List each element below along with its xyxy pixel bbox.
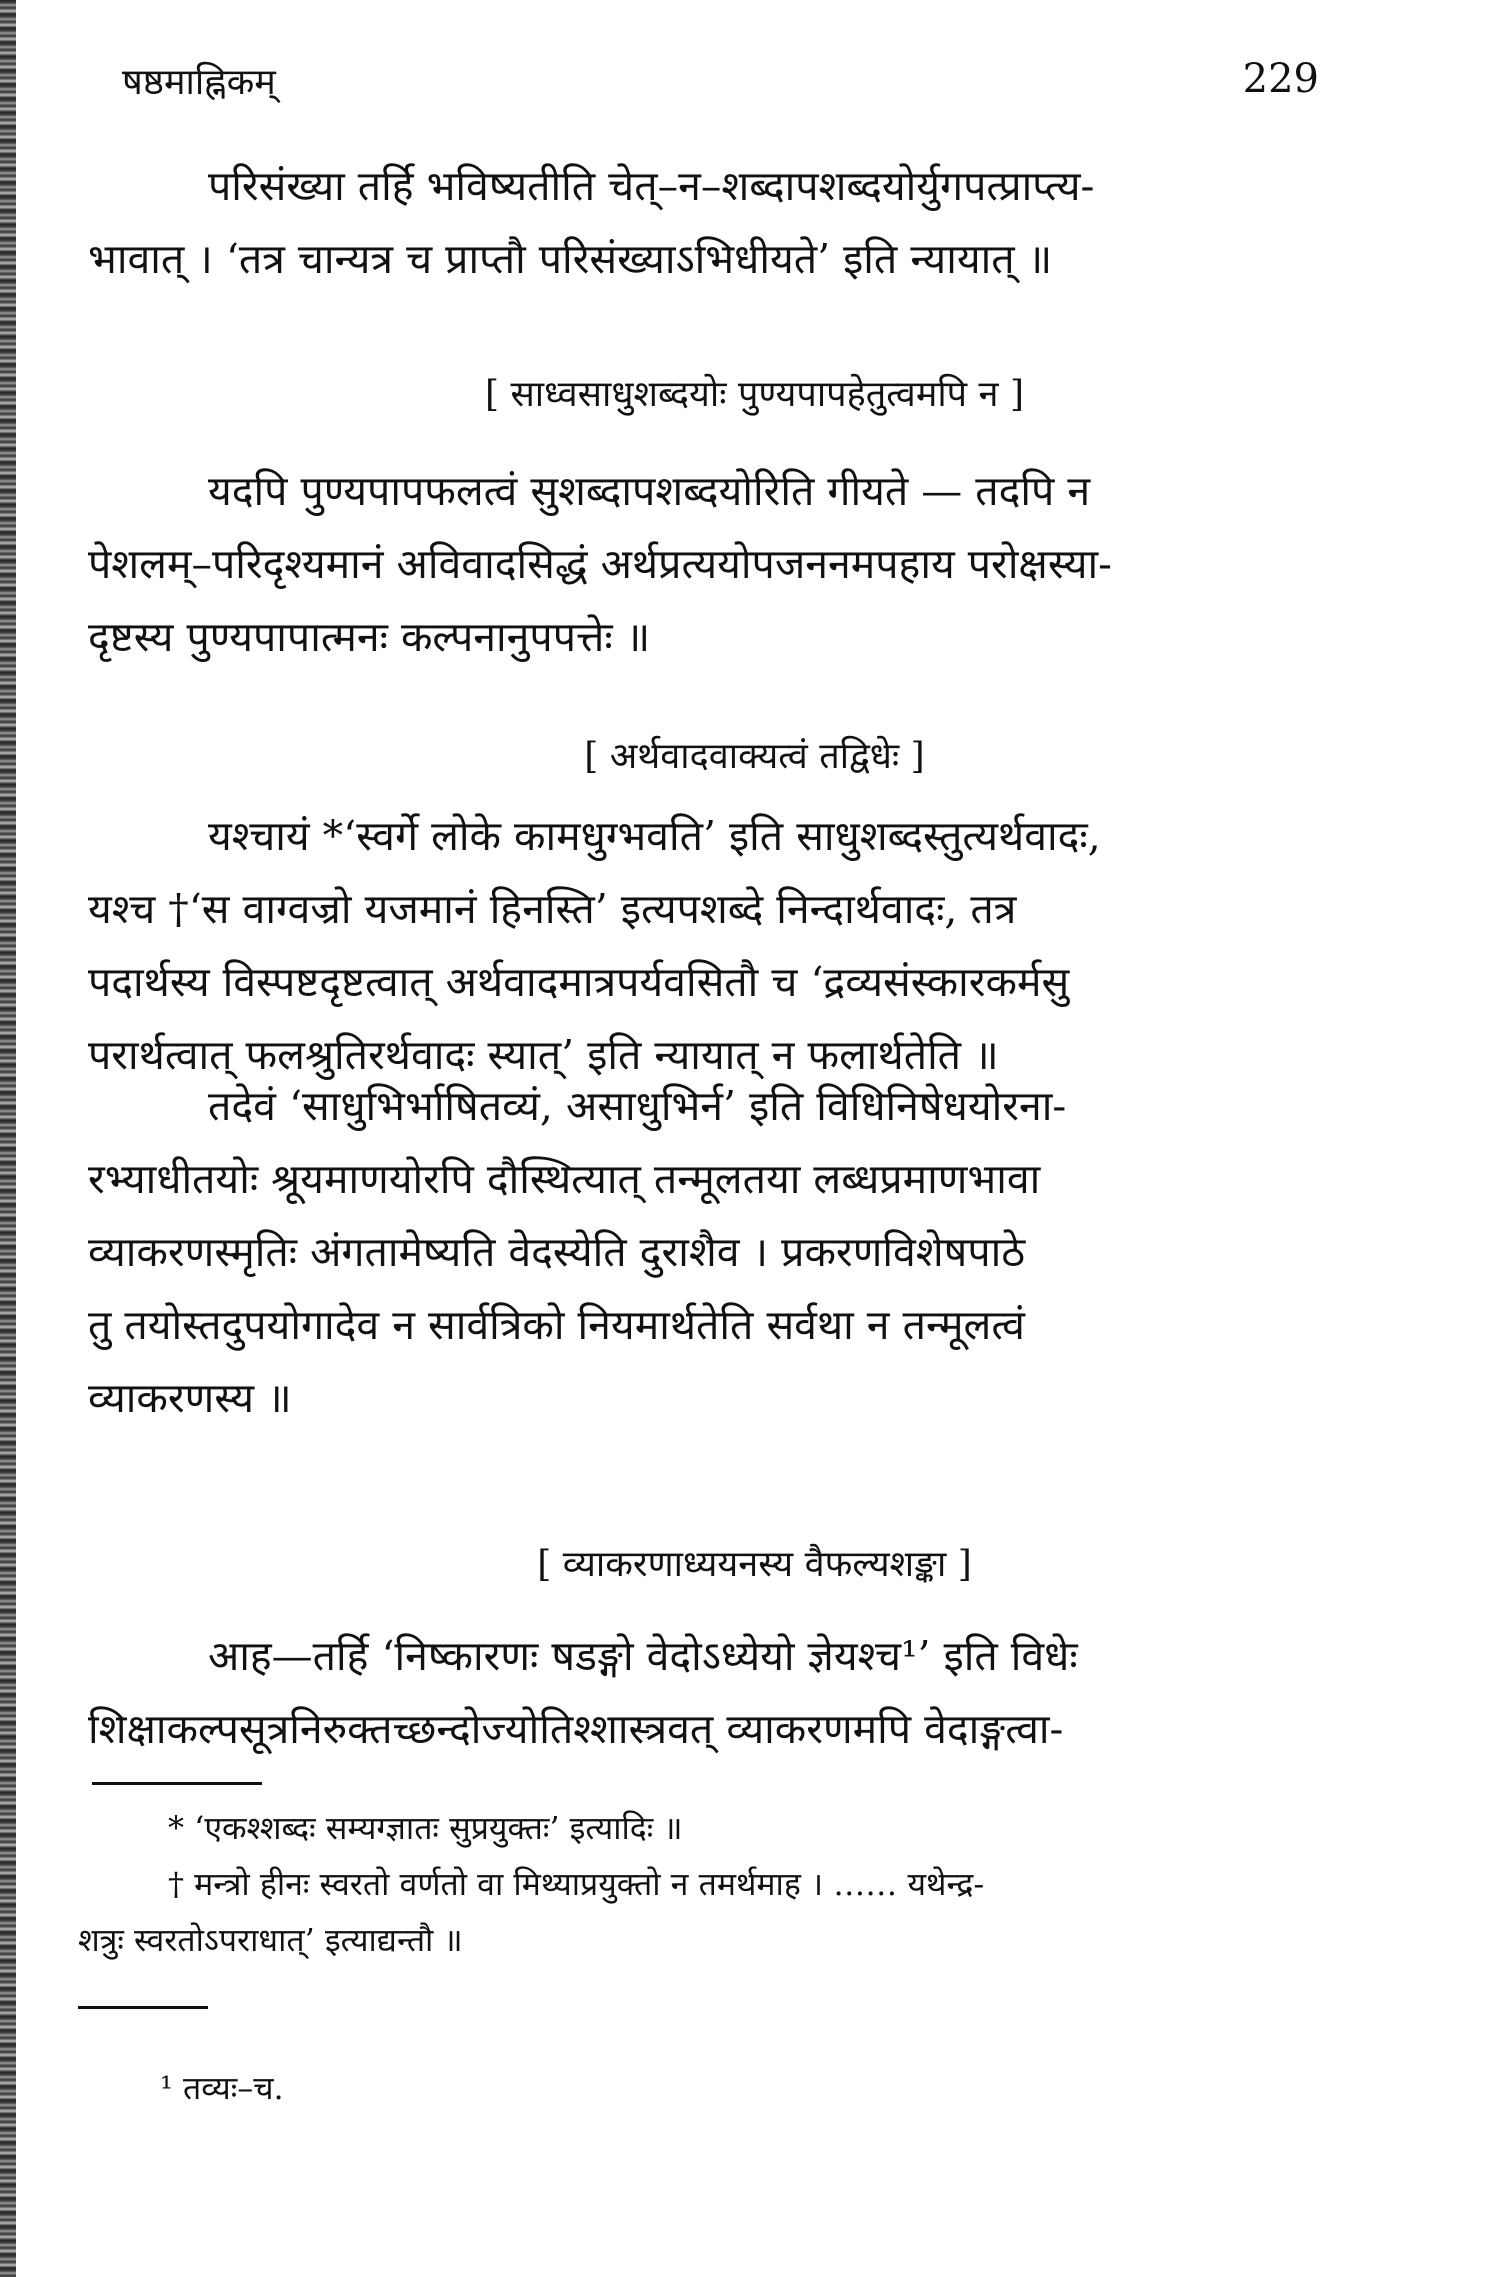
footnote-1: ¹ तव्यः–च. xyxy=(160,2069,284,2107)
paragraph-line: भावात् । ‘तत्र चान्यत्र च प्राप्तौ परिसंख्याऽभिधीयते’ इति न्यायात् ॥ xyxy=(88,235,1053,283)
paragraph-1 xyxy=(88,150,1318,296)
paragraph-line: रभ्याधीतयोः श्रूयमाणयोरपि दौस्थित्यात् तन्मूलतया लब्धप्रमाणभावा xyxy=(88,1155,1041,1203)
paragraph-line: यदपि पुण्यपापफलत्वं सुशब्दापशब्दयोरिति गीयते — तदपि न xyxy=(208,467,1091,515)
section-heading-3: [ व्याकरणाध्ययनस्य वैफल्यशङ्का ] xyxy=(537,1544,972,1585)
running-header: षष्ठमाह्निकम् xyxy=(122,62,276,103)
paragraph-4 xyxy=(88,1070,1318,1435)
paragraph-3 xyxy=(88,800,1318,1092)
footnotes-marked xyxy=(78,1800,1328,1968)
footnote-dagger-continued: शत्रुः स्वरतोऽपराधात्’ इत्याद्यन्तौ ॥ xyxy=(78,1921,463,1959)
paragraph-line: परिसंख्या तर्हि भविष्यतीति चेत्–न–शब्दापशब्दयोर्युगपत्प्राप्त्य- xyxy=(208,162,1095,210)
paragraph-line: आह—तर्हि ‘निष्कारणः षडङ्गो वेदोऽध्येयो ज्ञेयश्च¹’ इति विधेः xyxy=(208,1632,1078,1680)
footnote-separator xyxy=(92,1782,262,1785)
paragraph-line: यश्चायं *‘स्वर्गे लोके कामधुग्भवति’ इति साधुशब्दस्तुत्यर्थवादः, xyxy=(208,812,1101,860)
footnotes-numbered xyxy=(78,2060,1328,2116)
section-heading-1: [ साध्वसाधुशब्दयोः पुण्यपापहेतुत्वमपि न ] xyxy=(484,374,1025,415)
paragraph-5 xyxy=(88,1620,1318,1766)
paragraph-line: पदार्थस्य विस्पष्टदृष्टत्वात् अर्थवादमात्रपर्यवसितौ च ‘द्रव्यसंस्कारकर्मसु xyxy=(88,958,1070,1006)
paragraph-line: तु तयोस्तदुपयोगादेव न सार्वत्रिको नियमार्थतेति सर्वथा न तन्मूलत्वं xyxy=(88,1301,1025,1349)
footnote-star: * ‘एकश्शब्दः सम्यग्ज्ञातः सुप्रयुक्तः’ इत्यादिः ॥ xyxy=(168,1809,683,1847)
page-number: 229 xyxy=(1242,56,1319,102)
paragraph-line: तदेवं ‘साधुभिर्भाषितव्यं, असाधुभिर्न’ इति विधिनिषेधयोरना- xyxy=(208,1082,1067,1130)
paragraph-line: व्याकरणस्मृतिः अंगतामेष्यति वेदस्येति दुराशैव । प्रकरणविशेषपाठे xyxy=(88,1228,1026,1276)
paragraph-2 xyxy=(88,455,1318,674)
footnote-dagger: † मन्त्रो हीनः स्वरतो वर्णतो वा मिथ्याप्रयुक्तो न तमर्थमाह । …… यथेन्द्र- xyxy=(168,1865,985,1903)
paragraph-line: परार्थत्वात् फलश्रुतिरर्थवादः स्यात्’ इति न्यायात् न फलार्थतेति ॥ xyxy=(88,1031,999,1079)
paragraph-line: शिक्षाकल्पसूत्रनिरुक्तच्छन्दोज्योतिश्शास्त्रवत् व्याकरणमपि वेदाङ्गत्वा- xyxy=(88,1705,1064,1753)
paragraph-line: यश्च †‘स वाग्वज्रो यजमानं हिनस्ति’ इत्यपशब्दे निन्दार्थवादः, तत्र xyxy=(88,885,1017,933)
scan-edge xyxy=(0,0,16,2277)
paragraph-line: पेशलम्–परिदृश्यमानं अविवादसिद्धं अर्थप्रत्ययोपजननमपहाय परोक्षस्या- xyxy=(88,540,1113,588)
paragraph-line: दृष्टस्य पुण्यपापात्मनः कल्पनानुपपत्तेः ॥ xyxy=(88,613,651,661)
section-heading-2: [ अर्थवादवाक्यत्वं तद्विधेः ] xyxy=(584,736,925,777)
footnote-separator-2 xyxy=(78,2006,208,2009)
paragraph-line: व्याकरणस्य ॥ xyxy=(88,1374,292,1422)
